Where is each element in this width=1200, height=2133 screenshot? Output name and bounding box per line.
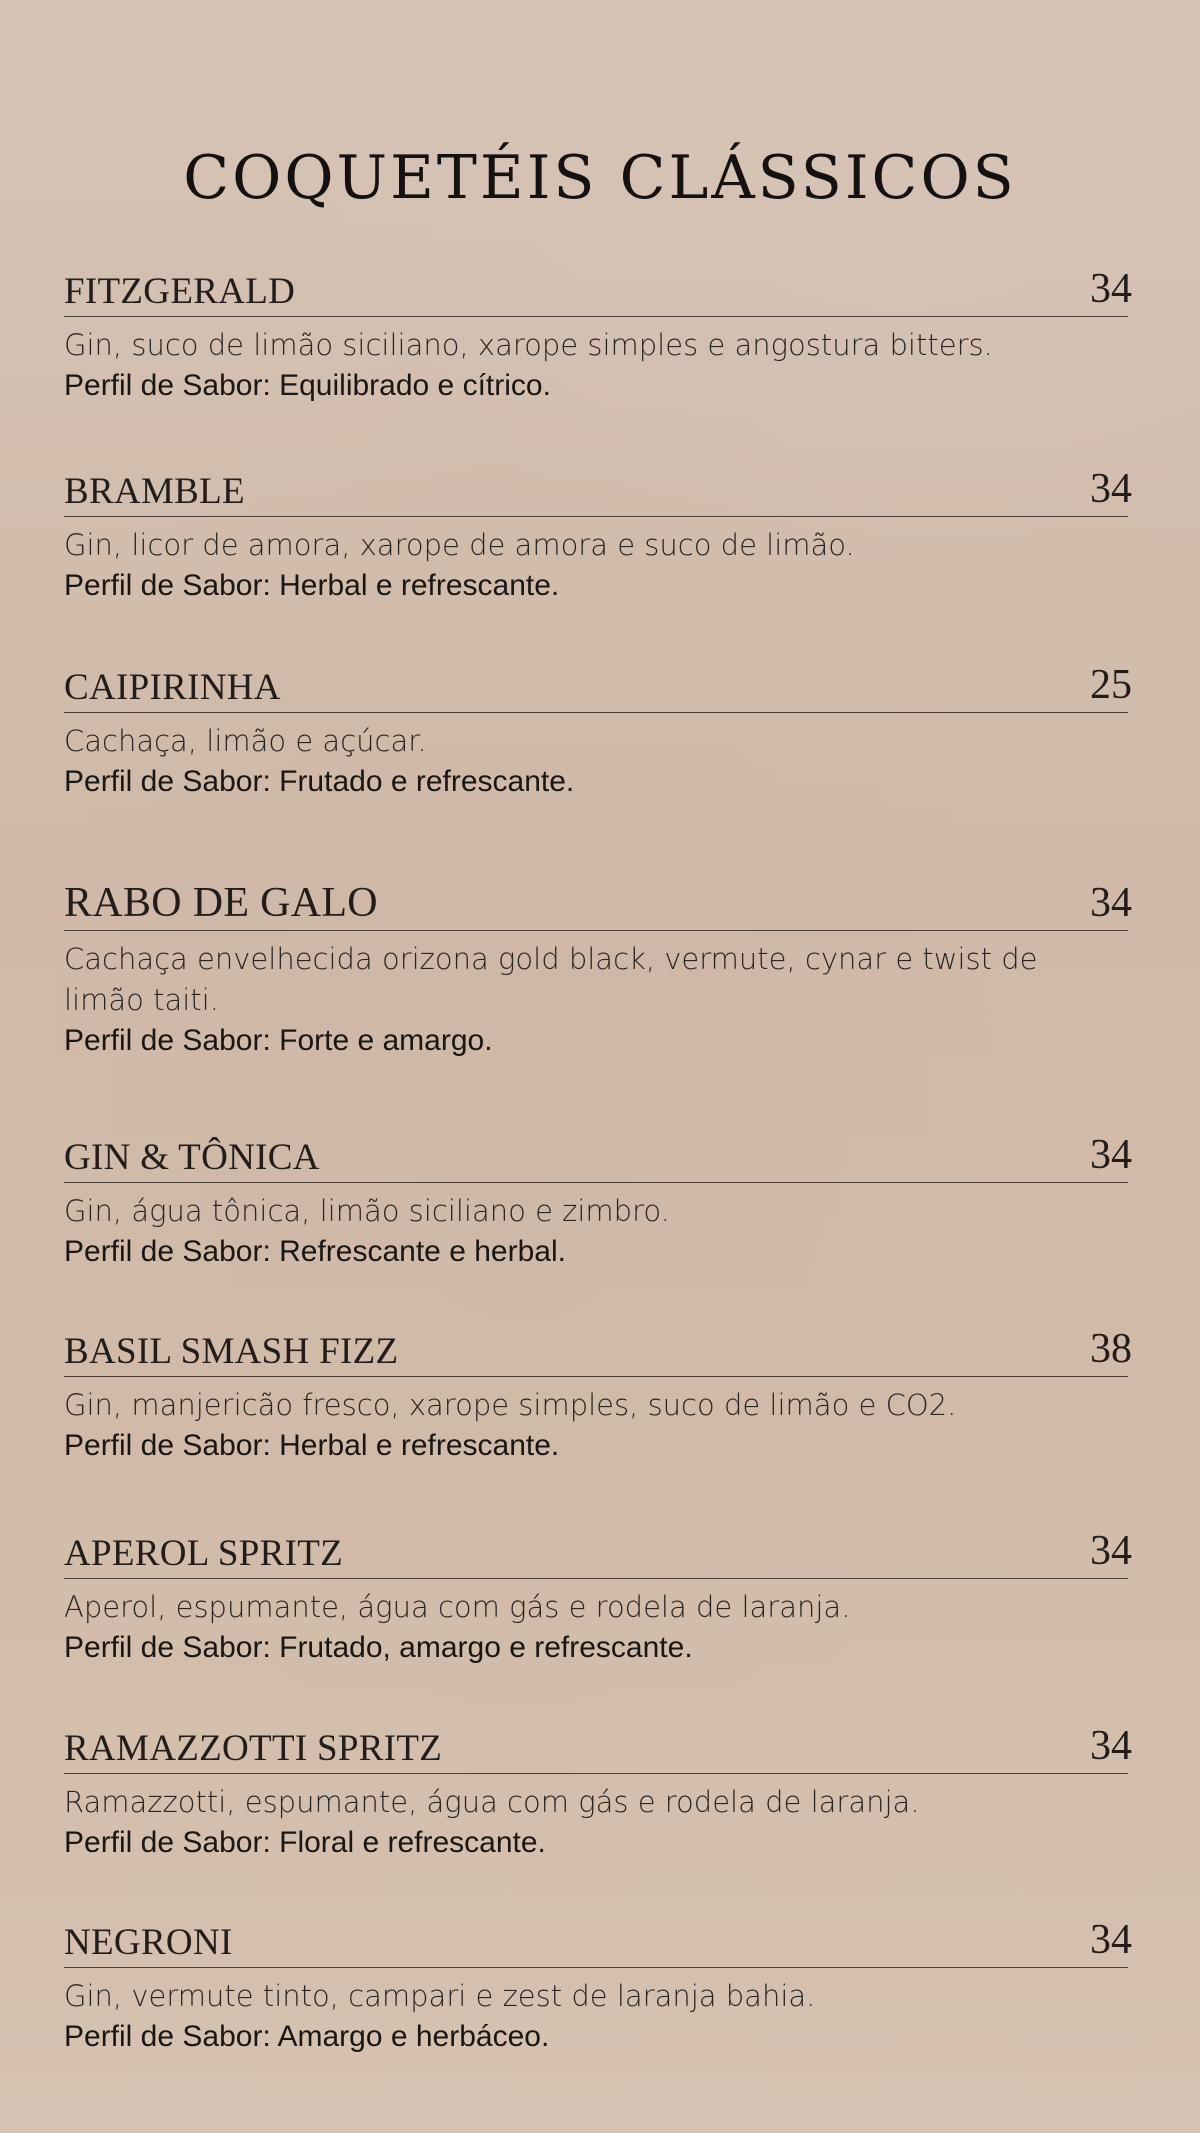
menu-item-profile: Perfil de Sabor: Frutado, amargo e refrescante.	[64, 1631, 693, 1664]
menu-item-name: NEGRONI	[64, 1922, 233, 1963]
menu-item	[64, 1723, 1132, 1863]
menu-item	[64, 1132, 1132, 1272]
menu-item-description: Gin, água tônica, limão siciliano e zimbro.	[64, 1194, 670, 1228]
menu-item-price: 34	[1090, 466, 1132, 512]
menu-item-header	[64, 1528, 1132, 1579]
menu-item-header	[64, 466, 1132, 517]
menu-item-name: BRAMBLE	[64, 471, 245, 512]
menu-item-name: GIN & TÔNICA	[64, 1137, 320, 1178]
menu-item	[64, 880, 1132, 1061]
menu-item-price: 34	[1090, 880, 1132, 926]
menu-item	[64, 466, 1132, 606]
menu-item-description: Gin, licor de amora, xarope de amora e suco de limão.	[64, 528, 855, 562]
menu-item-price: 34	[1090, 1917, 1132, 1963]
menu-item-profile: Perfil de Sabor: Herbal e refrescante.	[64, 569, 560, 602]
menu-item-name: RAMAZZOTTI SPRITZ	[64, 1728, 443, 1769]
menu-item-header	[64, 1132, 1132, 1183]
menu-item-name: APEROL SPRITZ	[64, 1533, 344, 1574]
menu-item-profile: Perfil de Sabor: Refrescante e herbal.	[64, 1235, 566, 1268]
menu-item-description: Gin, manjericão fresco, xarope simples, suco de limão e CO2.	[64, 1388, 957, 1422]
menu-item-profile: Perfil de Sabor: Frutado e refrescante.	[64, 765, 575, 798]
menu-item-description: Aperol, espumante, água com gás e rodela de laranja.	[64, 1590, 851, 1624]
menu-item	[64, 1528, 1132, 1668]
menu-item-price: 34	[1090, 266, 1132, 312]
menu-item-price: 34	[1090, 1528, 1132, 1574]
menu-item-price: 34	[1090, 1723, 1132, 1769]
menu-item-header	[64, 266, 1132, 317]
menu-item-name: FITZGERALD	[64, 271, 296, 312]
menu-item	[64, 662, 1132, 802]
menu-item-header	[64, 1917, 1132, 1968]
menu-item-description: Cachaça, limão e açúcar.	[64, 724, 427, 758]
menu-item-price: 38	[1090, 1326, 1132, 1372]
menu-item-price: 34	[1090, 1132, 1132, 1178]
menu-item-description: Cachaça envelhecida orizona gold black, vermute, cynar e twist de limão taiti.	[64, 942, 1038, 1017]
menu-item-description: Ramazzotti, espumante, água com gás e rodela de laranja.	[64, 1785, 920, 1819]
page-title: COQUETÉIS CLÁSSICOS	[183, 143, 1017, 214]
menu-item	[64, 1917, 1132, 2057]
menu-item-profile: Perfil de Sabor: Equilibrado e cítrico.	[64, 369, 551, 402]
menu-item-name: RABO DE GALO	[64, 880, 378, 926]
menu-item	[64, 266, 1132, 406]
menu-item-header	[64, 662, 1132, 713]
menu-item-header	[64, 1326, 1132, 1377]
menu-item	[64, 1326, 1132, 1466]
menu-item-profile: Perfil de Sabor: Forte e amargo.	[64, 1024, 493, 1057]
menu-item-price: 25	[1090, 662, 1132, 708]
menu-item-header	[64, 1723, 1132, 1774]
menu-item-profile: Perfil de Sabor: Amargo e herbáceo.	[64, 2020, 550, 2053]
menu-item-name: BASIL SMASH FIZZ	[64, 1331, 399, 1372]
menu-item-name: CAIPIRINHA	[64, 667, 281, 708]
menu-item-description: Gin, suco de limão siciliano, xarope simples e angostura bitters.	[64, 328, 993, 362]
menu-item-profile: Perfil de Sabor: Floral e refrescante.	[64, 1826, 546, 1859]
menu-item-description: Gin, vermute tinto, campari e zest de laranja bahia.	[64, 1979, 816, 2013]
menu-item-header	[64, 880, 1132, 931]
menu-item-profile: Perfil de Sabor: Herbal e refrescante.	[64, 1429, 560, 1462]
